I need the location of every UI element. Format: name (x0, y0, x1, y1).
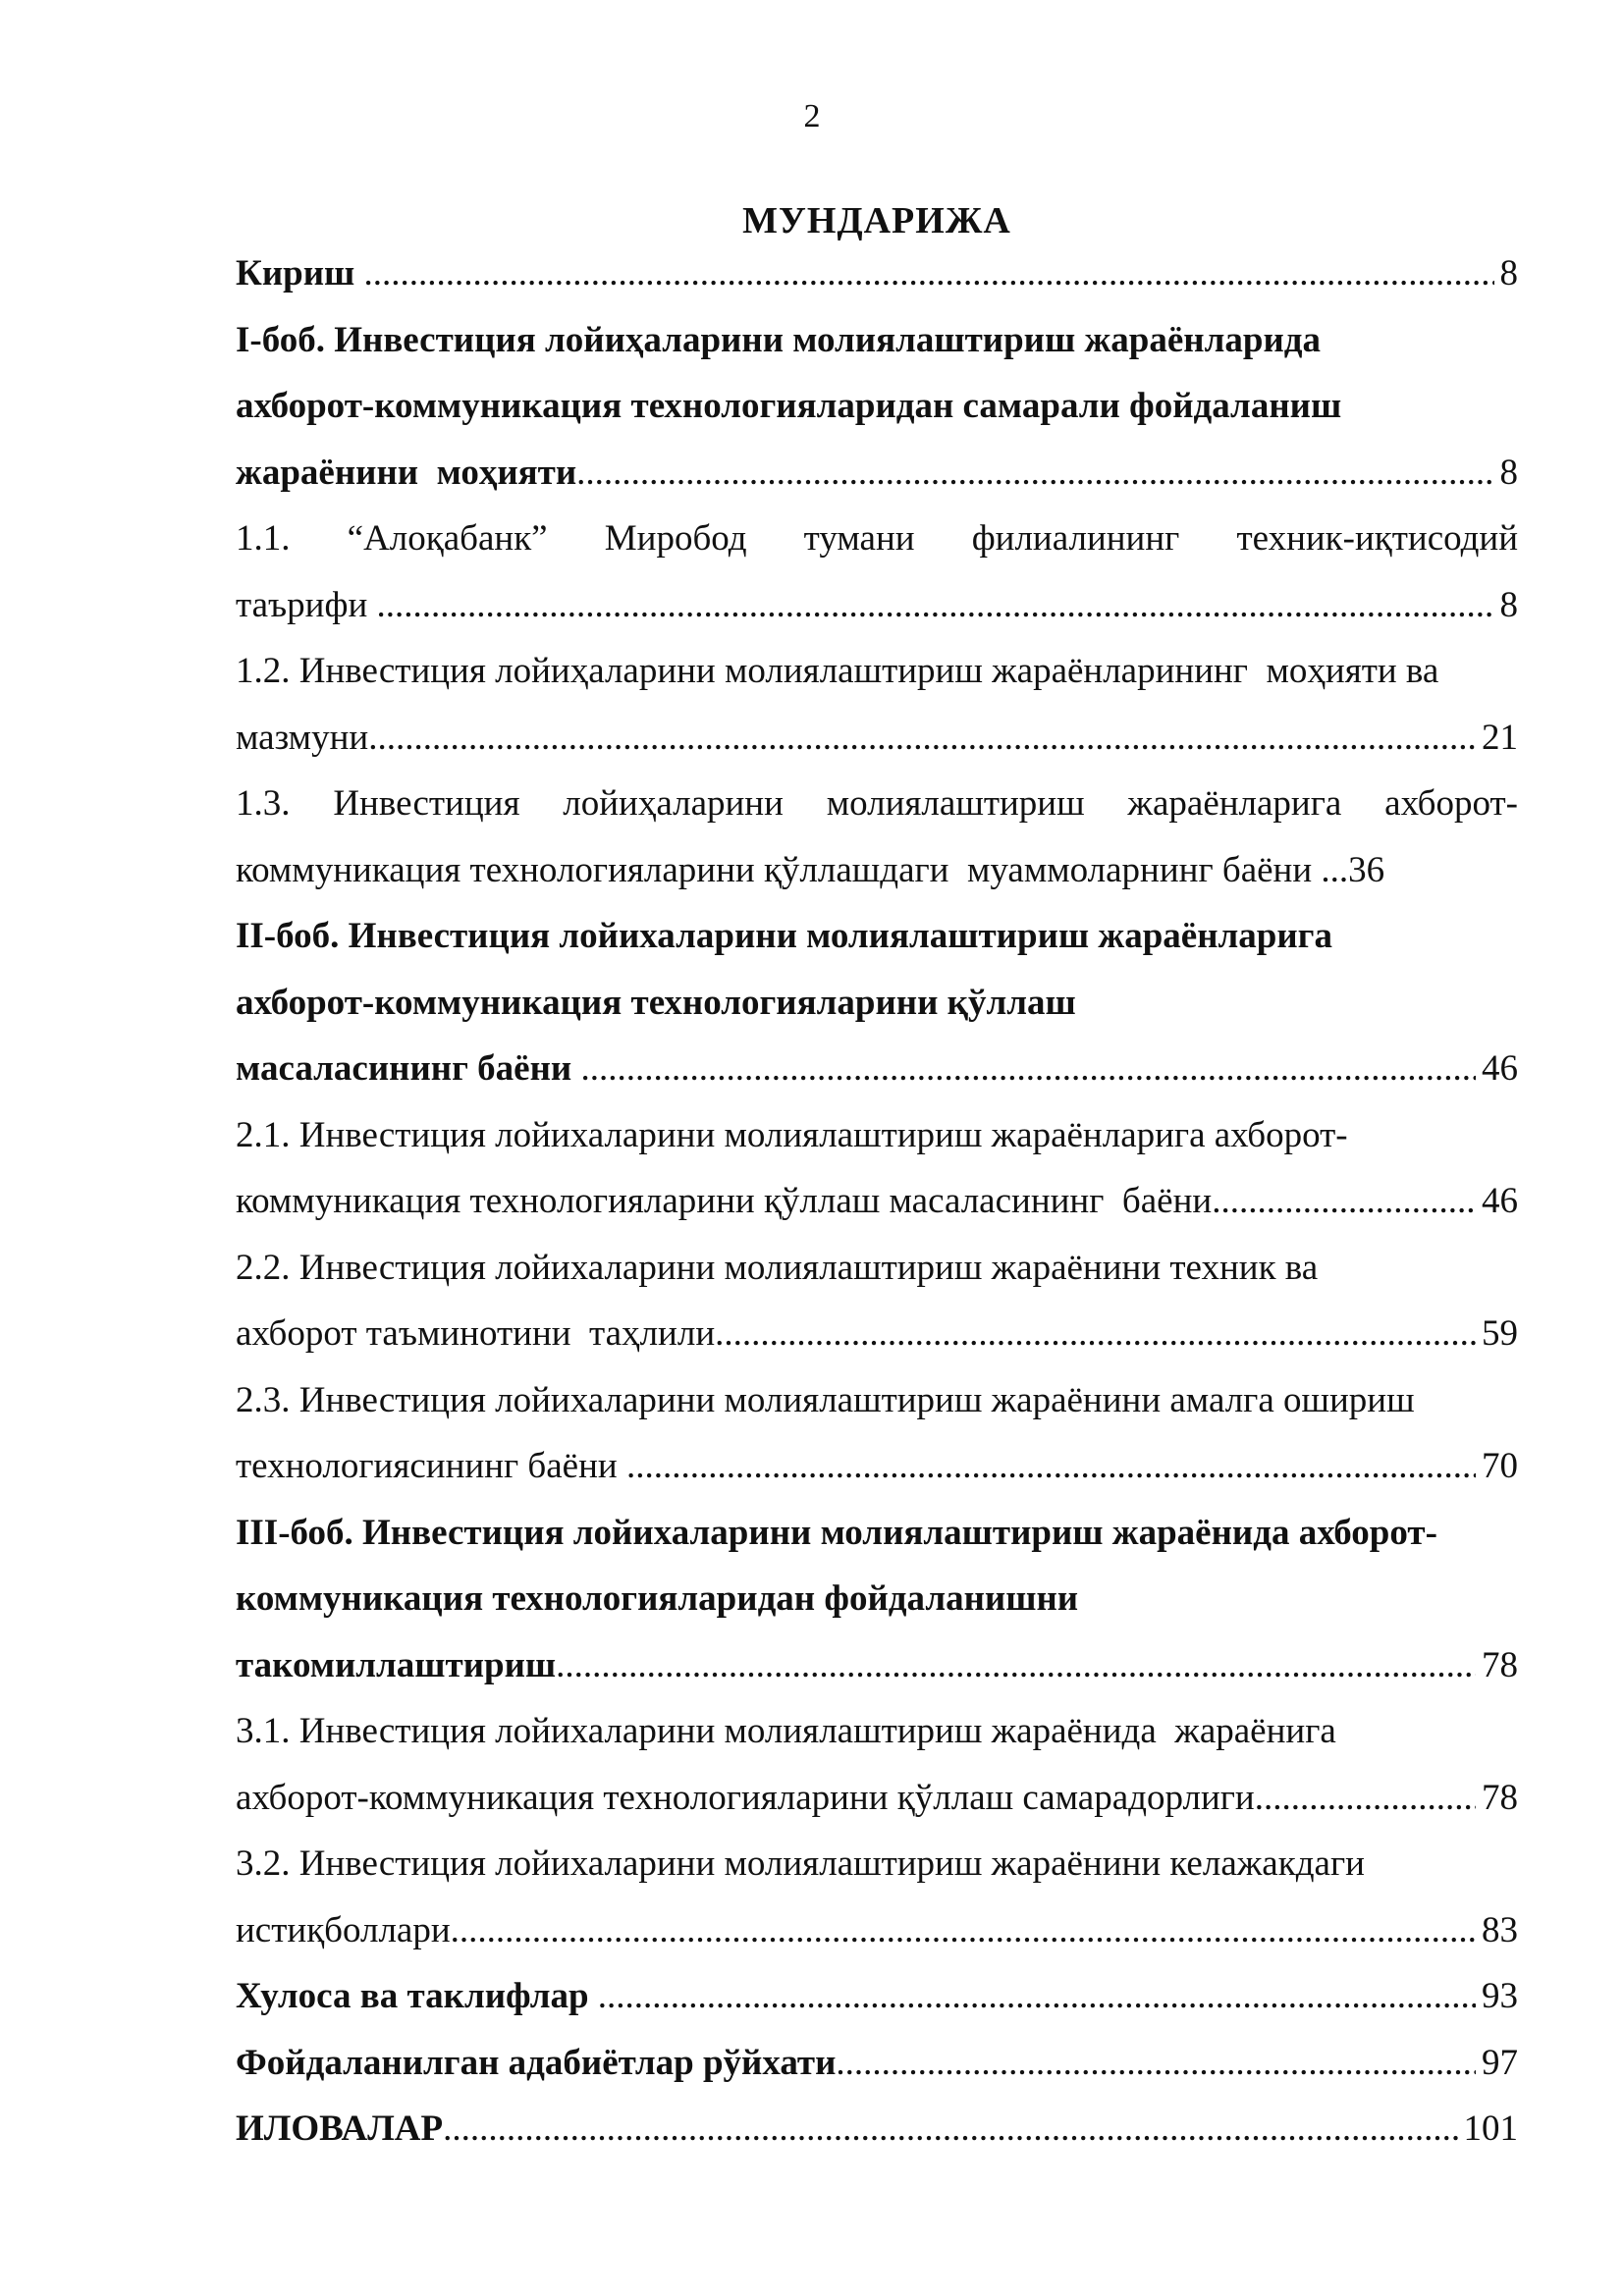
toc-page-number: 97 (1482, 2042, 1518, 2083)
toc-line (236, 705, 1518, 772)
toc-page-number: 46 (1482, 1181, 1518, 1221)
dot-leader (580, 1036, 1476, 1102)
toc-entry-text: Хулоса ва таклифлар (236, 1976, 598, 2016)
toc-page-number: 59 (1482, 1313, 1518, 1354)
toc-page-number: 78 (1482, 1777, 1518, 1818)
toc-entry-text: 1.1. “Алоқабанк” Миробод тумани филиалининг техник-иқтисодий (236, 518, 1518, 559)
toc-line (236, 2096, 1518, 2163)
toc-entry-text: Кириш (236, 253, 364, 294)
toc-entry-text: ахборот таъминотини таҳлили (236, 1313, 716, 1354)
toc-line (236, 1632, 1518, 1699)
toc-line (236, 1831, 1518, 1897)
toc-line (236, 2030, 1518, 2097)
toc-entry-text: коммуникация технологияларини қўллашдаги муаммоларнинг баёни ...36 (236, 849, 1385, 890)
toc-title: МУНДАРИЖА (742, 200, 1011, 241)
toc-line (236, 970, 1518, 1037)
toc-page-number: 46 (1482, 1048, 1518, 1089)
toc-page-number: 83 (1482, 1909, 1518, 1950)
toc-page-number: 8 (1499, 452, 1518, 493)
toc-line (236, 1102, 1518, 1169)
dot-leader (576, 440, 1493, 507)
dot-leader (836, 2030, 1476, 2097)
toc-line (236, 307, 1518, 374)
toc-page-number: 78 (1482, 1644, 1518, 1685)
toc-entry-text: II-боб. Инвестиция лойихаларини молиялаштириш жараёнларига (236, 916, 1332, 956)
toc-entry-text: коммуникация технологияларидан фойдаланишни (236, 1578, 1079, 1619)
toc-line (236, 240, 1518, 307)
toc-entry-text: жараёнини моҳияти (236, 452, 577, 493)
toc-entry-text: ахборот-коммуникация технологияларидан самарали фойдаланиш (236, 386, 1342, 426)
dot-leader (364, 240, 1494, 307)
toc-line (236, 837, 1518, 904)
toc-page-number: 93 (1482, 1976, 1518, 2016)
toc-line (236, 1963, 1518, 2030)
dot-leader (556, 1632, 1476, 1699)
toc-page-number: 101 (1463, 2109, 1518, 2149)
dot-leader (1212, 1168, 1476, 1235)
toc-line (236, 506, 1518, 572)
toc-entry-text: III-боб. Инвестиция лойихаларини молиялаштириш жараёнида ахборот- (236, 1512, 1437, 1553)
toc-entry-text: такомиллаштириш (236, 1644, 557, 1685)
toc-entry-text: 2.2. Инвестиция лойихаларини молиялаштириш жараёнини техник ва (236, 1247, 1319, 1288)
toc-entry-text: 3.1. Инвестиция лойихаларини молиялаштириш жараёнида жараёнига (236, 1711, 1336, 1751)
toc-entry-text: таърифи (236, 584, 377, 625)
toc-page-number: 8 (1499, 584, 1518, 625)
toc-line (236, 440, 1518, 507)
toc-entry-text: масаласининг баёни (236, 1048, 581, 1089)
dot-leader (626, 1433, 1476, 1500)
dot-leader (715, 1301, 1476, 1367)
toc-entry-text: коммуникация технологияларини қўллаш масаласининг баёни (236, 1181, 1213, 1221)
toc-entry-text: Фойдаланилган адабиётлар рўйхати (236, 2042, 837, 2083)
toc-page-number: 21 (1482, 717, 1518, 758)
toc-line (236, 1897, 1518, 1964)
dot-leader (443, 2096, 1457, 2163)
dot-leader (377, 572, 1494, 639)
toc-line (236, 1367, 1518, 1434)
toc-entry-text: 2.1. Инвестиция лойихаларини молиялаштириш жараёнларига ахборот- (236, 1114, 1348, 1155)
toc-line (236, 1765, 1518, 1832)
toc-line (236, 1301, 1518, 1367)
toc-entry-text: 3.2. Инвестиция лойихаларини молиялаштириш жараёнини келажакдаги (236, 1843, 1365, 1884)
toc-entry-text: ахборот-коммуникация технологияларини қўллаш самарадорлиги (236, 1777, 1255, 1818)
toc-line (236, 1433, 1518, 1500)
toc-line (236, 1036, 1518, 1102)
toc-line (236, 1698, 1518, 1765)
toc-entry-text: 1.3. Инвестиция лойиҳаларини молиялаштириш жараёнларига ахборот- (236, 783, 1518, 824)
toc-line (236, 903, 1518, 970)
toc-entry-text: истиқболлари (236, 1909, 451, 1950)
toc-entry-text: 2.3. Инвестиция лойихаларини молиялаштириш жараёнини амалга ошириш (236, 1379, 1415, 1420)
page-number: 2 (803, 98, 821, 134)
toc-page-number: 8 (1499, 253, 1518, 294)
dot-leader (1255, 1765, 1476, 1832)
dot-leader (598, 1963, 1476, 2030)
toc-line (236, 771, 1518, 837)
toc-entry-text: 1.2. Инвестиция лойиҳаларини молиялаштириш жараёнларининг моҳияти ва (236, 651, 1439, 691)
toc-entry-text: ахборот-коммуникация технологияларини қўллаш (236, 982, 1076, 1023)
table-of-contents (236, 240, 1518, 2163)
toc-line (236, 572, 1518, 639)
toc-entry-text: I-боб. Инвестиция лойиҳаларини молиялаштириш жараёнларида (236, 319, 1321, 360)
toc-line (236, 1566, 1518, 1632)
toc-page-number: 70 (1482, 1446, 1518, 1486)
toc-line (236, 1500, 1518, 1567)
toc-line (236, 638, 1518, 705)
toc-line (236, 373, 1518, 440)
toc-entry-text: мазмуни (236, 717, 369, 758)
toc-line (236, 1168, 1518, 1235)
toc-line (236, 1235, 1518, 1302)
dot-leader (451, 1897, 1476, 1964)
dot-leader (368, 705, 1476, 772)
toc-entry-text: технологиясининг баёни (236, 1446, 626, 1486)
toc-entry-text: ИЛОВАЛАР (236, 2109, 444, 2149)
